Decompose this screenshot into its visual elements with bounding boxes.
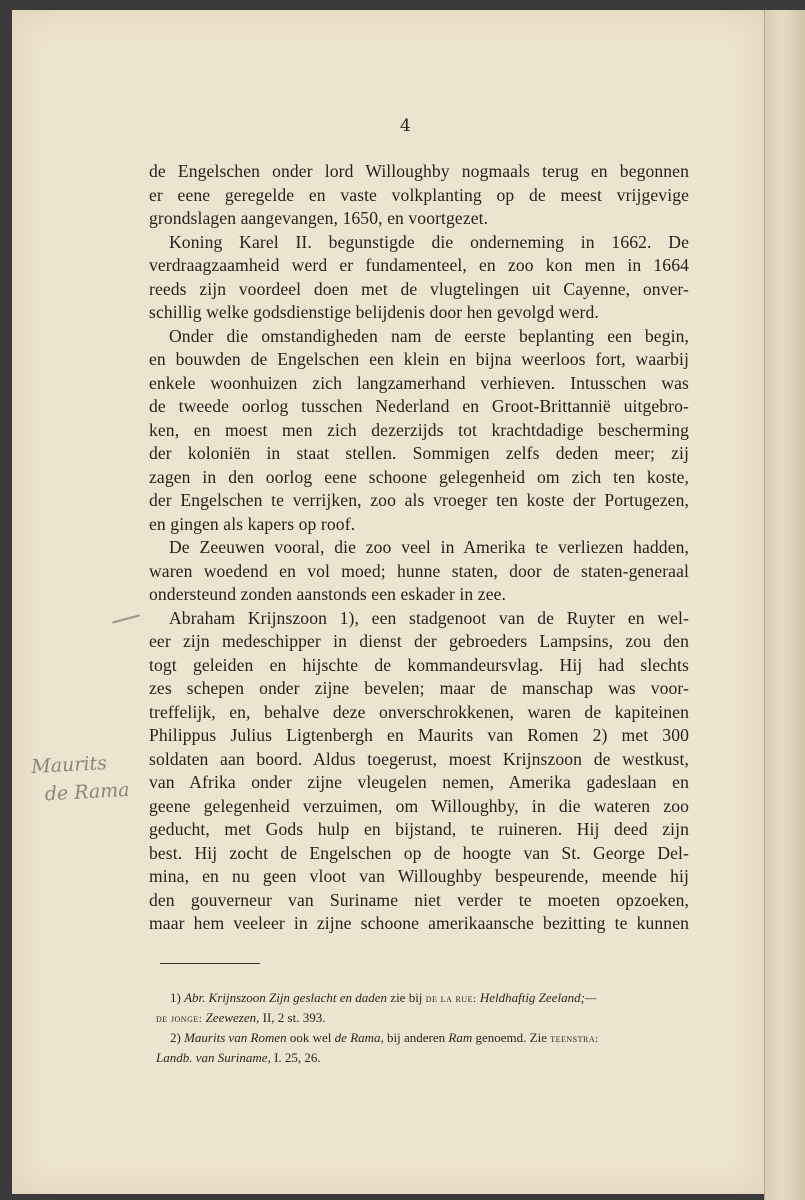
text-line: ondersteund zonden aanstonds een eskader in zee. (149, 584, 507, 604)
text-line: Onder die omstandigheden nam de eerste beplanting een begin, (169, 325, 689, 346)
text-line: zes schepen onder zijne bevelen; maar de manschap was voor- (149, 678, 689, 698)
footnote-2-continued (152, 1048, 692, 1068)
footnote-author: teenstra: (550, 1033, 599, 1045)
page-number: 4 (400, 116, 411, 136)
text-line: er eene geregelde en vaste volkplanting op de meest vrijgevige (149, 184, 689, 205)
text-line: soldaten aan boord. Aldus toegerust, moest Krijnszoon de westkust, (149, 748, 689, 769)
body-text (149, 160, 689, 936)
text-line: schillig welke godsdienstige belijdenis door hen gevolgd werd. (149, 302, 599, 322)
footnote-title: Abr. Krijnszoon Zijn geslacht en daden (184, 990, 388, 1005)
text-line: maar hem veeleer in zijne schoone amerikaansche bezitting te kunnen (149, 913, 689, 933)
footnote-alias: de Rama (334, 1030, 381, 1045)
book-page (12, 10, 764, 1194)
text-line: togt geleiden en hijschte de kommandeursvlag. Hij had slechts (149, 654, 689, 675)
text-line: waren woedend en vol moed; hunne staten, door de staten-generaal (149, 560, 689, 581)
footnote-author: de jonge: (156, 1013, 203, 1025)
footnote-author: de la rue: (425, 993, 477, 1005)
footnote-text: genoemd. Zie (475, 1030, 547, 1045)
text-line: geducht, met Gods hulp en bijstand, te ruineren. Hij deed zijn (149, 819, 689, 839)
text-line: ken, en moest men zich dezerzijds tot krachtdadige bescherming (149, 419, 689, 440)
footnote-1 (152, 988, 692, 1008)
text-line: enkele woonhuizen zich langzamerhand verhieven. Intusschen was (149, 372, 689, 393)
text-line: best. Hij zocht de Engelschen op de hoogte van St. George Del- (149, 842, 689, 863)
footnote-marker: 2) (170, 1030, 181, 1045)
footnote-reference: II, 2 st. 393. (262, 1010, 326, 1025)
footnote-work: Zeewezen, (205, 1010, 260, 1025)
book-spine (764, 10, 805, 1200)
text-line: van Afrika onder zijne vleugelen nemen, Amerika gadeslaan en (149, 772, 689, 792)
footnote-2 (152, 1028, 692, 1048)
footnote-text: zie bij (390, 990, 423, 1005)
footnote-alias: Ram (448, 1030, 473, 1045)
margin-note-line: Maurits (30, 752, 108, 779)
footnote-work: Heldhaftig Zeeland;— (479, 990, 597, 1005)
margin-pencil-mark (112, 614, 140, 623)
text-line: zagen in den oorlog eene schoone gelegenheid om zich ten koste, (149, 466, 689, 487)
footnote-name: Maurits van Romen (184, 1030, 287, 1045)
text-line: en gingen als kapers op roof. (149, 513, 356, 534)
text-line: geene gelegenheid verzuimen, om Willoughby, in die wateren zoo (149, 795, 689, 816)
text-line: De Zeeuwen vooral, die zoo veel in Amerika te verliezen hadden, (169, 537, 689, 557)
text-line: eer zijn medeschipper in dienst der gebroeders Lampsins, zou den (149, 631, 689, 651)
margin-note-line: de Rama (44, 778, 131, 806)
footnote-text: , bij anderen (380, 1030, 446, 1045)
margin-handwritten-note (31, 747, 149, 809)
footnote-1-continued (152, 1008, 692, 1028)
text-line: treffelijk, en, behalve deze onverschrokkenen, waren de kapiteinen (149, 701, 689, 722)
text-line: mina, en nu geen vloot van Willoughby bespeurende, meende hij (149, 866, 689, 886)
text-line: der koloniën in staat stellen. Sommigen zelfs deden meer; zij (149, 443, 689, 463)
text-line: de tweede oorlog tusschen Nederland en Groot-Brittannië uitgebro- (149, 396, 689, 416)
footnotes (152, 988, 692, 1068)
text-line: der Engelschen te verrijken, zoo als vroeger ten koste der Portugezen, (149, 490, 689, 510)
text-line: den gouverneur van Suriname niet verder te moeten opzoeken, (149, 889, 689, 910)
footnote-marker: 1) (170, 990, 181, 1005)
text-line: grondslagen aangevangen, 1650, en voortgezet. (149, 208, 489, 228)
text-line: reeds zijn voordeel doen met de vlugtelingen uit Cayenne, onver- (149, 278, 689, 299)
footnote-text: ook wel (289, 1030, 332, 1045)
text-line: Abraham Krijnszoon 1), een stadgenoot van de Ruyter en wel- (169, 607, 689, 628)
text-line: Philippus Julius Ligtenbergh en Maurits van Romen 2) met 300 (149, 725, 689, 745)
footnote-divider (160, 963, 260, 964)
text-line: Koning Karel II. begunstigde die onderneming in 1662. De (169, 231, 689, 252)
footnote-work: Landb. van Suriname, (156, 1050, 271, 1065)
text-line: de Engelschen onder lord Willoughby nogmaals terug en begonnen (149, 161, 689, 181)
footnote-reference: I. 25, 26. (274, 1050, 321, 1065)
text-line: verdraagzaamheid werd er fundamenteel, en zoo kon men in 1664 (149, 255, 689, 275)
text-line: en bouwden de Engelschen een klein en bijna weerloos fort, waarbij (149, 349, 689, 369)
